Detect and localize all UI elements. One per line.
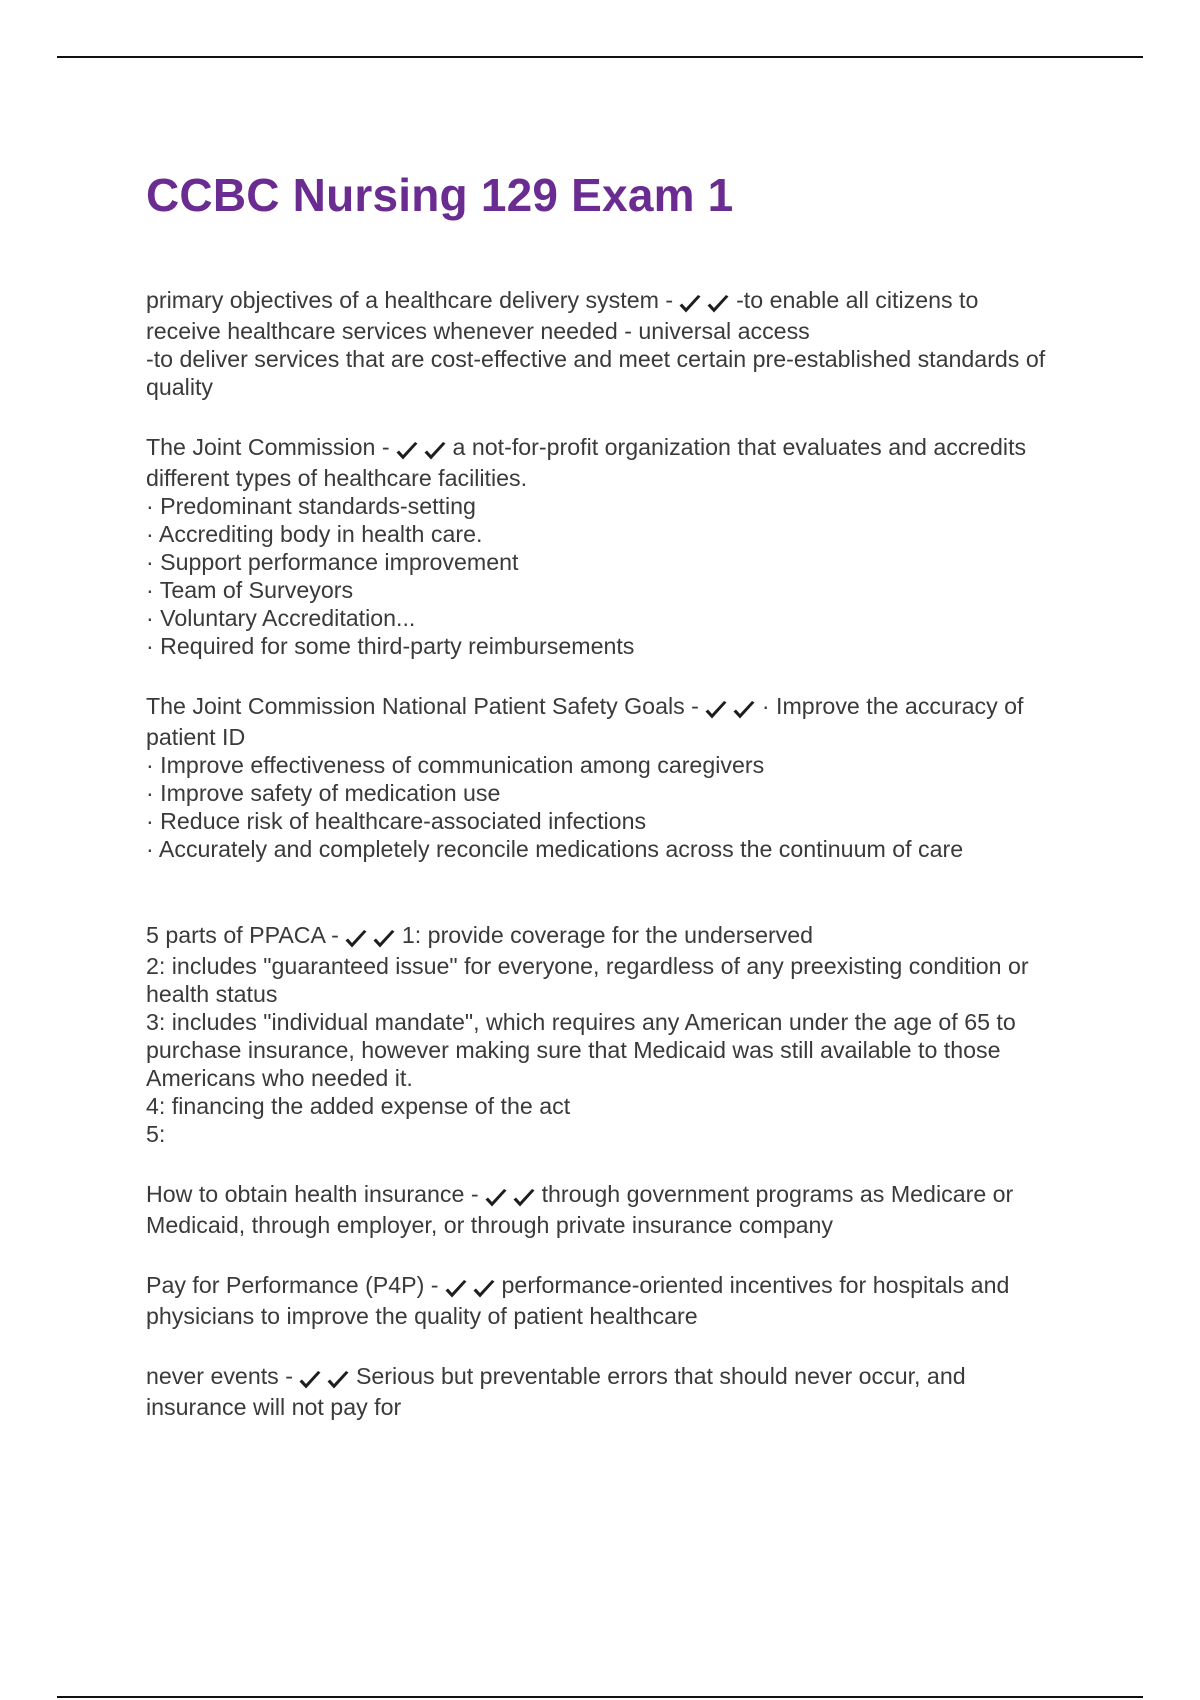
answer-marker xyxy=(703,695,759,723)
checkmark-icon xyxy=(705,293,733,317)
entry-line: receive healthcare services whenever needed - universal access xyxy=(146,318,810,344)
answer-marker xyxy=(394,436,450,464)
entry-answer-start: -to enable all citizens to xyxy=(736,287,979,313)
entry-line: · Accrediting body in health care. xyxy=(146,521,483,547)
entry-line: patient ID xyxy=(146,724,246,750)
entry-line: · Improve effectiveness of communication among caregivers xyxy=(146,752,765,778)
entry-line: -to deliver services that are cost-effective and meet certain pre-established standards of xyxy=(146,346,1046,372)
answer-marker xyxy=(677,289,733,317)
checkmark-icon xyxy=(325,1369,353,1393)
entry-answer-start: 1: provide coverage for the underserved xyxy=(401,922,814,948)
entry-term: How to obtain health insurance - xyxy=(146,1181,479,1207)
flashcard-list xyxy=(146,286,1096,1421)
entry-spacer xyxy=(146,863,1096,921)
flashcard-entry xyxy=(146,433,1096,660)
checkmark-icon xyxy=(471,1278,499,1302)
entry-spacer xyxy=(146,1148,1096,1180)
entry-first-line xyxy=(146,286,1096,317)
entry-line: insurance will not pay for xyxy=(146,1394,402,1420)
flashcard-entry xyxy=(146,1271,1096,1330)
answer-marker xyxy=(443,1274,499,1302)
entry-term: The Joint Commission National Patient Safety Goals - xyxy=(146,693,699,719)
top-rule xyxy=(57,56,1143,58)
entry-spacer xyxy=(146,1239,1096,1271)
flashcard-entry xyxy=(146,1362,1096,1421)
entry-line: · Accurately and completely reconcile medications across the continuum of care xyxy=(146,836,964,862)
entry-line: quality xyxy=(146,374,214,400)
checkmark-icon xyxy=(297,1369,325,1393)
entry-term: never events - xyxy=(146,1363,293,1389)
checkmark-icon xyxy=(422,440,450,464)
answer-marker xyxy=(343,924,399,952)
entry-answer-start: performance-oriented incentives for hospitals and xyxy=(501,1272,1010,1298)
checkmark-icon xyxy=(394,440,422,464)
entry-line: physicians to improve the quality of patient healthcare xyxy=(146,1303,698,1329)
document-title: CCBC Nursing 129 Exam 1 xyxy=(146,169,734,221)
entry-term: Pay for Performance (P4P) - xyxy=(146,1272,439,1298)
entry-line: · Team of Surveyors xyxy=(146,577,354,603)
entry-first-line xyxy=(146,1271,1096,1302)
entry-first-line xyxy=(146,1362,1096,1393)
checkmark-icon xyxy=(343,928,371,952)
checkmark-icon xyxy=(677,293,705,317)
checkmark-icon xyxy=(483,1187,511,1211)
entry-line: · Required for some third-party reimbursements xyxy=(146,633,635,659)
checkmark-icon xyxy=(443,1278,471,1302)
entry-line: · Support performance improvement xyxy=(146,549,519,575)
entry-term: primary objectives of a healthcare delivery system - xyxy=(146,287,674,313)
entry-line: different types of healthcare facilities. xyxy=(146,465,528,491)
answer-marker xyxy=(483,1183,539,1211)
checkmark-icon xyxy=(511,1187,539,1211)
entry-line: · Voluntary Accreditation... xyxy=(146,605,416,631)
entry-first-line xyxy=(146,921,1096,952)
flashcard-entry xyxy=(146,286,1096,401)
entry-line: Medicaid, through employer, or through private insurance company xyxy=(146,1212,833,1238)
entry-answer-start: · Improve the accuracy of xyxy=(761,693,1024,719)
entry-line: 5: xyxy=(146,1121,166,1147)
bottom-rule xyxy=(57,1696,1143,1698)
entry-first-line xyxy=(146,433,1096,464)
entry-first-line xyxy=(146,1180,1096,1211)
entry-line: · Improve safety of medication use xyxy=(146,780,501,806)
entry-spacer xyxy=(146,660,1096,692)
entry-line: Americans who needed it. xyxy=(146,1065,413,1091)
flashcard-entry xyxy=(146,692,1096,863)
flashcard-entry xyxy=(146,921,1096,1148)
entry-spacer xyxy=(146,1330,1096,1362)
answer-marker xyxy=(297,1365,353,1393)
checkmark-icon xyxy=(703,699,731,723)
entry-term: The Joint Commission - xyxy=(146,434,390,460)
entry-line: 4: financing the added expense of the act xyxy=(146,1093,571,1119)
entry-term: 5 parts of PPACA - xyxy=(146,922,339,948)
entry-line: · Predominant standards-setting xyxy=(146,493,476,519)
entry-answer-start: through government programs as Medicare or xyxy=(541,1181,1014,1207)
entry-spacer xyxy=(146,401,1096,433)
checkmark-icon xyxy=(371,928,399,952)
checkmark-icon xyxy=(731,699,759,723)
entry-line: · Reduce risk of healthcare-associated infections xyxy=(146,808,647,834)
entry-first-line xyxy=(146,692,1096,723)
flashcard-entry xyxy=(146,1180,1096,1239)
entry-line: 3: includes "individual mandate", which requires any American under the age of 65 to xyxy=(146,1009,1016,1035)
entry-line: health status xyxy=(146,981,278,1007)
entry-line: purchase insurance, however making sure that Medicaid was still available to those xyxy=(146,1037,1001,1063)
entry-line: 2: includes "guaranteed issue" for everyone, regardless of any preexisting condition or xyxy=(146,953,1029,979)
entry-answer-start: Serious but preventable errors that should never occur, and xyxy=(355,1363,966,1389)
entry-answer-start: a not-for-profit organization that evaluates and accredits xyxy=(452,434,1027,460)
